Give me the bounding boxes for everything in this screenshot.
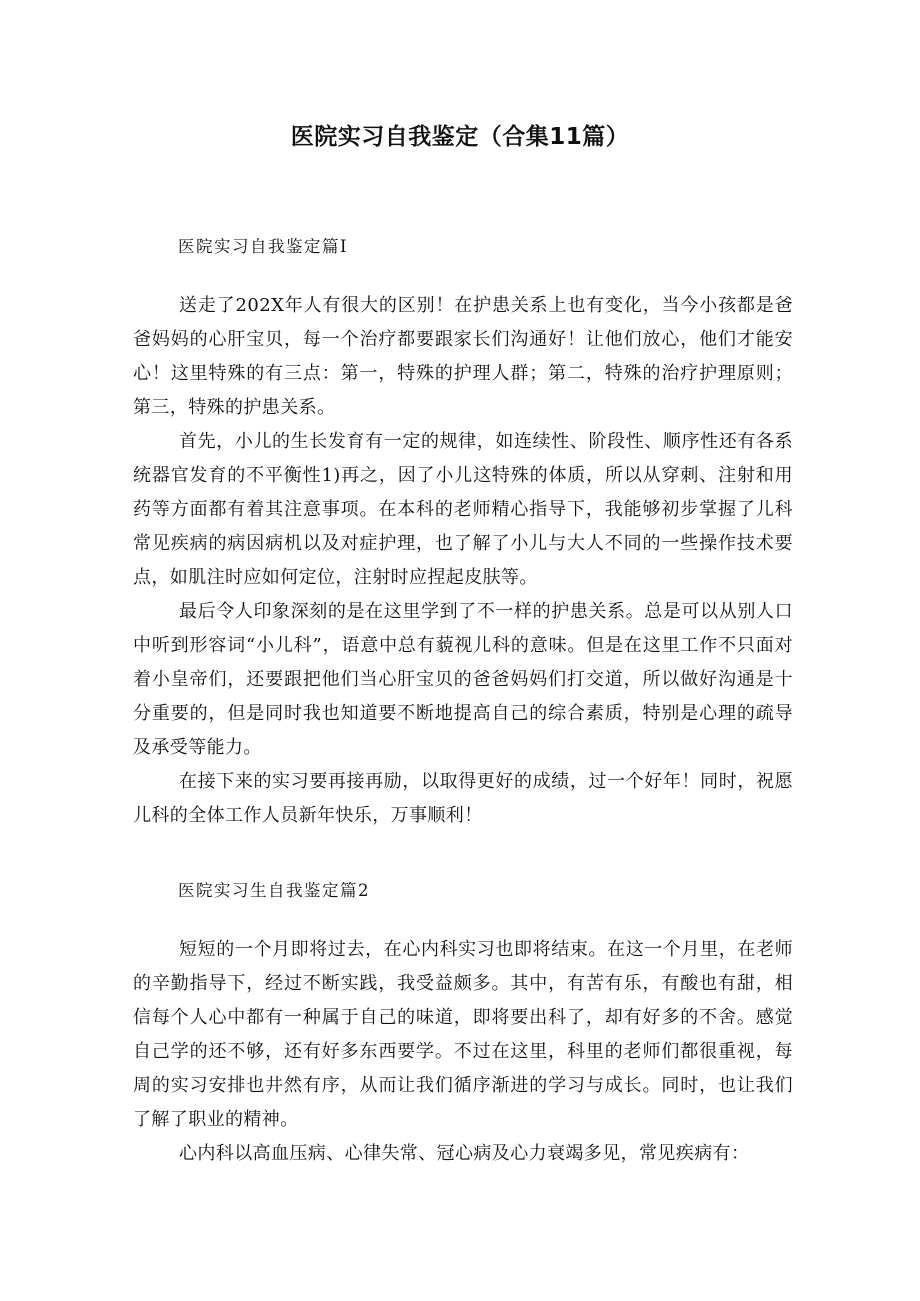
section-1-paragraph-1: 送走了202X年人有很大的区别！在护患关系上也有变化，当今小孩都是爸爸妈妈的心肝宝贝，每一个治疗都要跟家长们沟通好！让他们放心，他们才能安心！这里特殊的有三点：第一，特殊的护理人群；第二，特殊的治疗护理原则；第三，特殊的护患关系。	[133, 295, 793, 418]
document-title: 医院实习自我鉴定（合集11篇）	[290, 124, 630, 150]
section-2-paragraph-2: 心内科以高血压病、心律失常、冠心病及心力衰竭多见，常见疾病有：	[179, 1143, 750, 1164]
section-1-paragraph-3: 最后令人印象深刻的是在这里学到了不一样的护患关系。总是可以从别人口中听到形容词“小儿科”，语意中总有藐视儿科的意味。但是在这里工作不只面对着小皇帝们，还要跟把他们当心肝宝贝的爸爸妈妈们打交道，所以做好沟通是十分重要的，但是同时我也知道要不断地提高自己的综合素质，特别是心理的疏导及承受等能力。	[133, 601, 793, 758]
section-2-heading: 医院实习生自我鉴定篇2	[178, 881, 370, 900]
section-1-paragraph-4: 在接下来的实习要再接再励，以取得更好的成绩，过一个好年！同时，祝愿儿科的全体工作人员新年快乐，万事顺利！	[133, 771, 793, 826]
section-2-paragraph-1: 短短的一个月即将过去，在心内科实习也即将结束。在这一个月里，在老师的辛勤指导下，经过不断实践，我受益颇多。其中，有苦有乐，有酸也有甜，相信每个人心中都有一种属于自己的味道，即将要出科了，却有好多的不舍。感觉自己学的还不够，还有好多东西要学。不过在这里，科里的老师们都很重视，每周的实习安排也井然有序，从而让我们循序渐进的学习与成长。同时，也让我们了解了职业的精神。	[133, 939, 793, 1130]
section-1-heading: 医院实习自我鉴定篇I	[178, 237, 349, 256]
section-1-paragraph-2: 首先，小儿的生长发育有一定的规律，如连续性、阶段性、顺序性还有各系统器官发育的不平衡性1)再之，因了小儿这特殊的体质，所以从穿刺、注射和用药等方面都有着其注意事项。在本科的老师精心指导下，我能够初步掌握了儿科常见疾病的病因病机以及对症护理，也了解了小儿与大人不同的一些操作技术要点，如肌注时应如何定位，注射时应捏起皮肤等。	[133, 431, 793, 588]
